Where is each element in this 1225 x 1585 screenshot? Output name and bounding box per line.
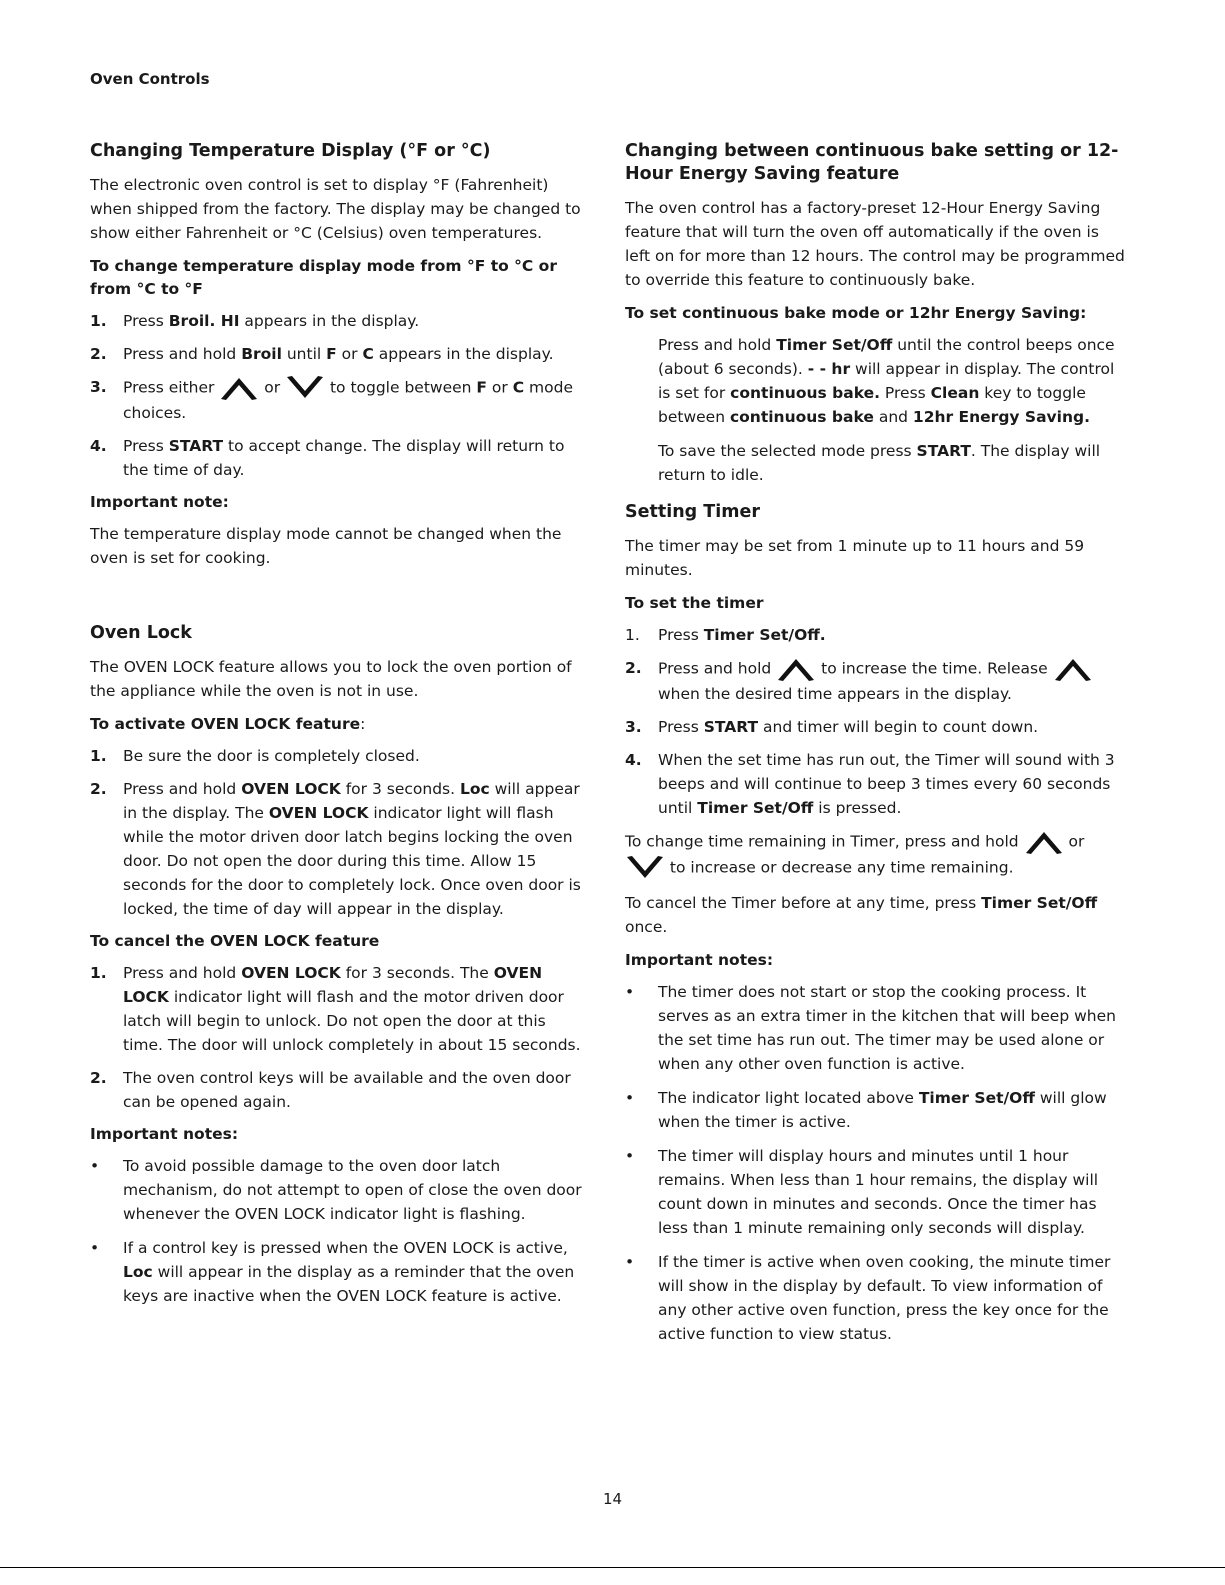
- up-arrow-icon: [776, 656, 816, 682]
- step-text: is pressed.: [813, 799, 902, 817]
- para-text: will appear in display. The control is set for: [658, 360, 1115, 402]
- temp-step-3: [90, 375, 590, 425]
- temp-step-1: [90, 309, 590, 333]
- right-column: [625, 140, 1125, 1356]
- para-text: . The display will return to idle.: [658, 442, 1101, 484]
- step-text: or: [336, 345, 363, 363]
- timer-step-2: [625, 656, 1125, 706]
- step-text: Press and hold: [123, 780, 242, 798]
- step-bold: Broil: [241, 345, 282, 363]
- step-text: indicator light will flash and the motor driven door latch will begin to unlock. Do not open the door at this time. The door will unlock completely in about 15 seconds.: [123, 988, 581, 1054]
- lock-note-1: [90, 1154, 590, 1226]
- para-text: until the control beeps once (about 6 seconds).: [658, 336, 1115, 378]
- subtitle-text: To activate OVEN LOCK feature: [90, 715, 361, 733]
- up-arrow-icon: [1024, 829, 1064, 855]
- para-bold: - - hr: [807, 360, 851, 378]
- step-text: Press either: [123, 378, 220, 397]
- page-header: Oven Controls: [90, 70, 210, 88]
- step-text: for 3 seconds. The: [340, 964, 494, 982]
- bake-mode-instructions: [625, 333, 1125, 429]
- step-text: or: [487, 378, 513, 397]
- timer-notes-title: Important notes:: [625, 951, 774, 969]
- step-bold: Timer Set/Off: [697, 799, 814, 817]
- activate-step-1: [90, 744, 590, 768]
- bullet-dot: •: [90, 1239, 100, 1257]
- step-text: appears in the display.: [239, 312, 420, 330]
- para-text: or: [1063, 832, 1085, 851]
- step-text: Press: [658, 718, 704, 736]
- step-bold: Broil. HI: [168, 312, 240, 330]
- para-bold: Timer Set/Off: [776, 336, 893, 354]
- step-bold: F: [476, 378, 487, 397]
- step-bold: C: [512, 378, 525, 397]
- step-bold: F: [326, 345, 337, 363]
- temp-step-4: [90, 434, 590, 482]
- bullet-dot: •: [625, 1253, 635, 1271]
- step-text: Be sure the door is completely closed.: [123, 747, 420, 765]
- note-bold: Timer Set/Off: [918, 1089, 1035, 1107]
- timer-change-paragraph: [625, 829, 1125, 881]
- para-text: once.: [625, 918, 668, 936]
- step-number: 2.: [90, 780, 107, 798]
- subtitle-colon: :: [360, 715, 366, 733]
- step-bold: START: [168, 437, 224, 455]
- timer-step-4: [625, 748, 1125, 820]
- para-bold: continuous bake: [729, 408, 874, 426]
- temp-display-intro: The electronic oven control is set to display °F (Fahrenheit) when shipped from the factory. The display may be changed to show either Fahrenheit or °C (Celsius) oven temperatures.: [90, 176, 581, 242]
- set-timer-subtitle: To set the timer: [625, 594, 764, 612]
- step-text: to accept change. The display will return to the time of day.: [123, 437, 565, 479]
- step-text: Press: [123, 312, 169, 330]
- step-text: and timer will begin to count down.: [758, 718, 1039, 736]
- bake-mode-title: Changing between continuous bake setting or 12-Hour Energy Saving feature: [625, 141, 1119, 184]
- temp-display-subtitle: To change temperature display mode from °F to °C or from °C to °F: [90, 257, 557, 298]
- note-text: If a control key is pressed when the OVEN LOCK is active,: [123, 1239, 568, 1257]
- step-bold: START: [703, 718, 759, 736]
- step-text: or: [259, 378, 286, 397]
- note-text: The indicator light located above: [658, 1089, 919, 1107]
- timer-note-3: [625, 1144, 1125, 1240]
- bake-mode-intro: The oven control has a factory-preset 12-Hour Energy Saving feature that will turn the oven off automatically if the oven is left on for more than 12 hours. The control may be programmed to override this feature to continuously bake.: [625, 199, 1125, 289]
- para-bold: continuous bake.: [730, 384, 880, 402]
- para-text: Press: [880, 384, 931, 402]
- step-number: 1.: [90, 747, 107, 765]
- timer-note-4: [625, 1250, 1125, 1346]
- para-bold: Clean: [930, 384, 980, 402]
- note-bold: Loc: [123, 1263, 153, 1281]
- temp-step-2: [90, 342, 590, 366]
- cancel-step-2: [90, 1066, 590, 1114]
- temp-note: The temperature display mode cannot be changed when the oven is set for cooking.: [90, 525, 562, 567]
- step-number: 1.: [90, 964, 107, 982]
- step-number: 4.: [90, 437, 107, 455]
- timer-intro: The timer may be set from 1 minute up to 11 hours and 59 minutes.: [625, 537, 1085, 579]
- step-text: mode choices.: [123, 378, 573, 422]
- lock-note-2: [90, 1236, 590, 1308]
- para-text: key to toggle between: [658, 384, 1086, 426]
- timer-note-1: [625, 980, 1125, 1076]
- activate-lock-subtitle: [90, 713, 590, 736]
- up-arrow-icon: [219, 375, 259, 401]
- step-number: 2.: [90, 1069, 107, 1087]
- para-text: To save the selected mode press: [658, 442, 917, 460]
- bullet-dot: •: [625, 1147, 635, 1165]
- step-bold: OVEN LOCK: [241, 780, 341, 798]
- step-text: will appear in the display. The: [123, 780, 580, 822]
- step-text: Press: [658, 626, 704, 644]
- step-text: appears in the display.: [373, 345, 554, 363]
- step-text: When the set time has run out, the Timer will sound with 3 beeps and will continue to beep 3 times every 60 seconds until: [658, 751, 1115, 817]
- step-bold: OVEN LOCK: [123, 964, 543, 1006]
- temp-display-title: Changing Temperature Display (°F or °C): [90, 141, 491, 161]
- step-text: Press: [123, 437, 169, 455]
- step-number: 1.: [625, 626, 640, 644]
- cancel-step-1: [90, 961, 590, 1057]
- bake-mode-subtitle: To set continuous bake mode or 12hr Energy Saving:: [625, 304, 1087, 322]
- setting-timer-title: Setting Timer: [625, 502, 760, 522]
- step-text: until: [281, 345, 327, 363]
- temp-note-title: Important note:: [90, 493, 229, 511]
- down-arrow-icon: [625, 855, 665, 881]
- step-bold: Timer Set/Off.: [703, 626, 826, 644]
- step-text: The oven control keys will be available and the oven door can be opened again.: [123, 1069, 571, 1111]
- lock-notes-title: Important notes:: [90, 1125, 239, 1143]
- note-text: will appear in the display as a reminder that the oven keys are inactive when the OVEN LOCK feature is active.: [123, 1263, 575, 1305]
- timer-note-2: [625, 1086, 1125, 1134]
- para-text: To change time remaining in Timer, press and hold: [625, 832, 1024, 851]
- step-text: Press and hold: [658, 659, 777, 678]
- bottom-rule: [0, 1567, 1225, 1568]
- note-text: The timer will display hours and minutes until 1 hour remains. When less than 1 hour remains, the display will count down in minutes and seconds. Once the timer has less than 1 minute remaining only seconds will display.: [658, 1147, 1099, 1237]
- note-text: will glow when the timer is active.: [658, 1089, 1107, 1131]
- step-number: 2.: [625, 659, 642, 677]
- step-number: 1.: [90, 312, 107, 330]
- note-text: If the timer is active when oven cooking, the minute timer will show in the display by default. To view information of any other active oven function, press the key once for the active function to view status.: [658, 1253, 1111, 1343]
- step-bold: C: [362, 345, 374, 363]
- step-bold: Loc: [459, 780, 490, 798]
- step-number: 3.: [625, 718, 642, 736]
- para-text: and: [873, 408, 913, 426]
- step-number: 3.: [90, 378, 107, 396]
- timer-step-1: [625, 623, 1125, 647]
- step-text: when the desired time appears in the display.: [658, 685, 1012, 703]
- bullet-dot: •: [90, 1157, 100, 1175]
- step-bold: OVEN LOCK: [268, 804, 369, 822]
- note-text: The timer does not start or stop the cooking process. It serves as an extra timer in the kitchen that will beep when the set time has run out. The timer may be used alone or when any other oven function is active.: [658, 983, 1116, 1073]
- para-bold: START: [916, 442, 971, 460]
- up-arrow-icon: [1053, 656, 1093, 682]
- note-text: To avoid possible damage to the oven door latch mechanism, do not attempt to open of close the oven door whenever the OVEN LOCK indicator light is flashing.: [123, 1157, 582, 1223]
- step-text: for 3 seconds.: [340, 780, 460, 798]
- step-text: Press and hold: [123, 964, 242, 982]
- down-arrow-icon: [285, 375, 325, 401]
- step-number: 2.: [90, 345, 107, 363]
- step-text: Press and hold: [123, 345, 242, 363]
- step-text: to toggle between: [325, 378, 477, 397]
- timer-cancel-paragraph: [625, 891, 1125, 939]
- cancel-lock-subtitle: To cancel the OVEN LOCK feature: [90, 932, 380, 950]
- para-bold: Timer Set/Off: [981, 894, 1098, 912]
- oven-lock-title: Oven Lock: [90, 623, 192, 643]
- activate-step-2: [90, 777, 590, 921]
- step-bold: OVEN LOCK: [241, 964, 341, 982]
- bake-mode-save: [625, 439, 1125, 487]
- para-text: To cancel the Timer before at any time, press: [625, 894, 982, 912]
- bullet-dot: •: [625, 983, 635, 1001]
- page-number: 14: [602, 1490, 623, 1508]
- left-column: [90, 140, 590, 1318]
- bullet-dot: •: [625, 1089, 635, 1107]
- oven-lock-intro: The OVEN LOCK feature allows you to lock the oven portion of the appliance while the oven is not in use.: [90, 658, 572, 700]
- timer-step-3: [625, 715, 1125, 739]
- step-number: 4.: [625, 751, 642, 769]
- para-bold: 12hr Energy Saving.: [912, 408, 1090, 426]
- para-text: to increase or decrease any time remaining.: [665, 858, 1014, 877]
- para-text: Press and hold: [658, 336, 777, 354]
- step-text: indicator light will flash while the motor driven door latch begins locking the oven door. Do not open the door during this time. Allow 15 seconds for the door to completely lock. Once oven door is locked, the time of day will appear in the display.: [123, 804, 581, 918]
- step-text: to increase the time. Release: [816, 659, 1053, 678]
